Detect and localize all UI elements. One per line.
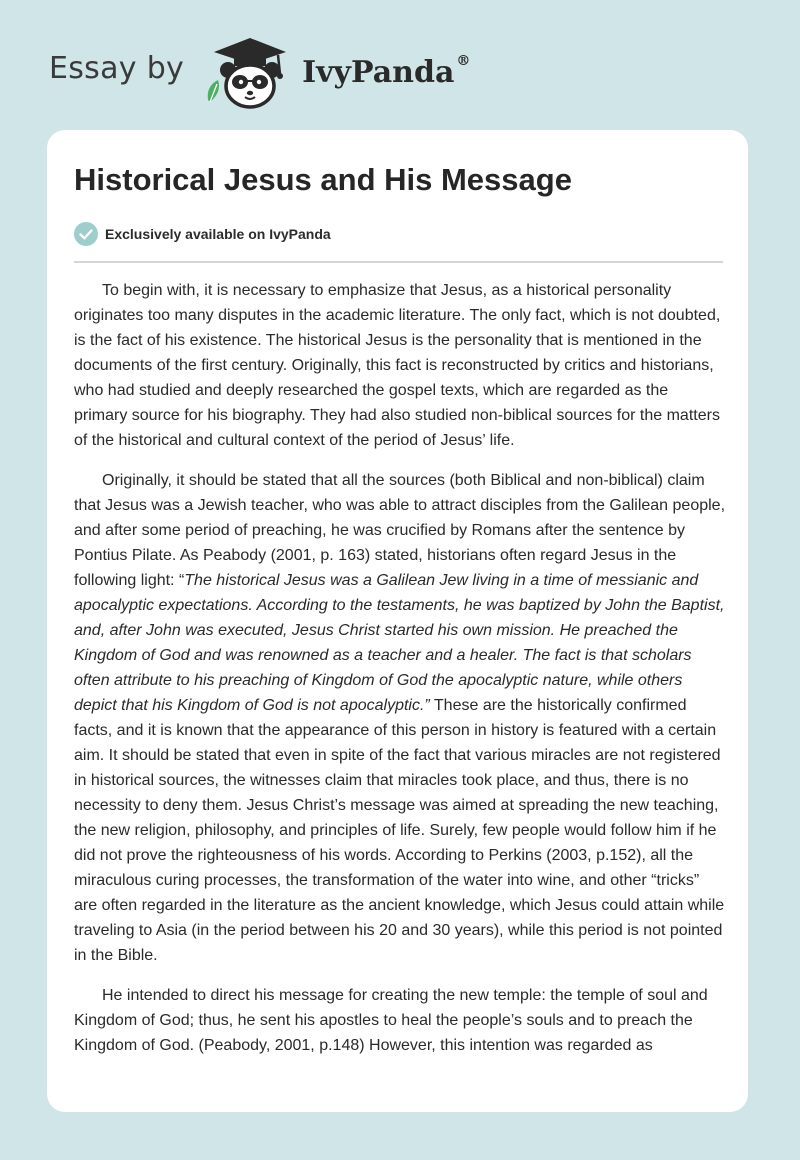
trademark-symbol: ® — [456, 52, 471, 69]
paragraph-2 — [74, 468, 725, 968]
essay-card — [47, 130, 748, 1112]
paragraph-1: To begin with, it is necessary to emphasize that Jesus, as a historical personality originates too many disputes in the academic literature. The only fact, which is not doubted, is the fact of his existence. The historical Jesus is the personality that is mentioned in the documents of the first century. Originally, this fact is reconstructed by critics and historians, who had studied and deeply researched the gospel texts, which are regarded as the primary source for his biography. They had also studied non-biblical sources for the matters of the historical and cultural context of the period of Jesus’ life. — [74, 282, 721, 449]
brand-name[interactable]: IvyPanda ® — [302, 52, 471, 90]
divider — [74, 261, 723, 263]
paragraph-2-intro: Originally, it should be stated that all the sources (both Biblical and non-biblical) claim that Jesus was a Jewish teacher, who was able to attract disciples from the Galilean people, and after some period of preaching, he was crucified by Romans after the sentence by Pontius Pilate. As Peabody (2001, p. 163) stated, historians often regard Jesus in the following light: “ — [74, 472, 726, 589]
badge-label: Exclusively available on IvyPanda — [105, 226, 331, 242]
exclusive-badge — [74, 222, 331, 246]
paragraph-2-continuation: These are the historically confirmed facts, and it is known that the appearance of this person in history is featured with a certain aim. It should be stated that even in spite of the fact that various miracles are not registered in historical sources, the witnesses claim that miracles took place, and thus, there is no necessity to deny them. Jesus Christ’s message was aimed at spreading the new teaching, the new religion, philosophy, and principles of life. Surely, few people would follow him if he did not prove the righteousness of his words. According to Perkins (2003, p.152), all the miraculous curing processes, the transformation of the water into wine, and other “tricks” are often regarded in the literature as the ancient knowledge, which Jesus could attain while traveling to Asia (in the period between his 20 and 30 years), while this period is not pointed in the Bible. — [74, 697, 725, 964]
check-circle-icon — [74, 222, 98, 246]
essay-body — [74, 278, 725, 1073]
block-quote: The historical Jesus was a Galilean Jew living in a time of messianic and apocalyptic expectations. According to the testaments, he was baptized by John the Baptist, and, after John was executed, Jesus Christ started his own mission. He preached the Kingdom of God and was renowned as a teacher and a healer. The fact is that scholars often attribute to his preaching of Kingdom of God the apocalyptic nature, while others depict that his Kingdom of God is not apocalyptic.” — [74, 572, 725, 714]
page-title: Historical Jesus and His Message — [74, 162, 572, 197]
paragraph-3: He intended to direct his message for creating the new temple: the temple of soul and Kingdom of God; thus, he sent his apostles to heal the people’s souls and to preach the Kingdom of God. (Peabody, 2001, p.148) However, this intention was regarded as — [74, 987, 708, 1054]
panda-graduate-icon[interactable] — [200, 30, 296, 110]
essay-by-label: Essay by — [49, 50, 185, 86]
site-header — [49, 30, 470, 110]
